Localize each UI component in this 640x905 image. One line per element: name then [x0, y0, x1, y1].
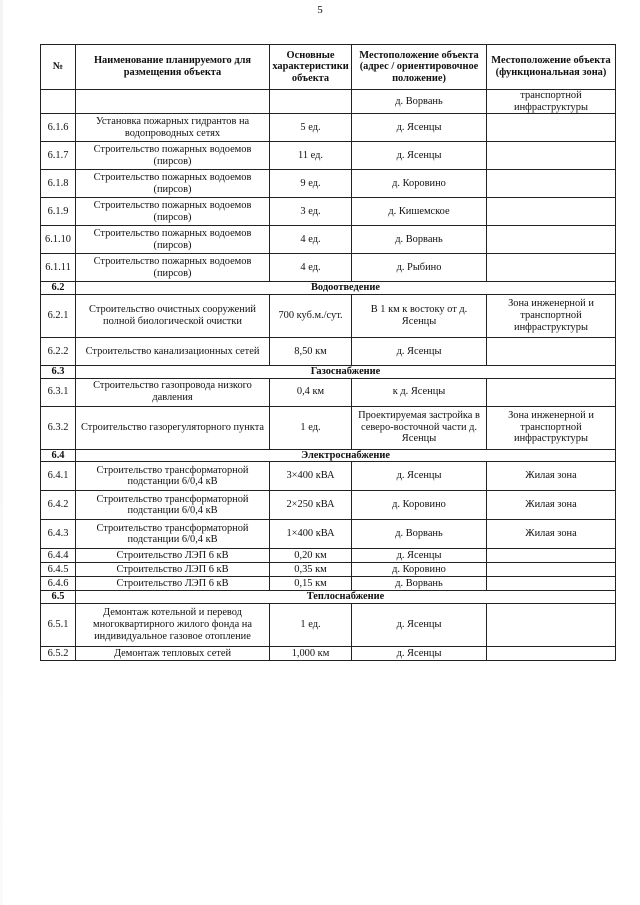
- table-row: [41, 491, 616, 520]
- table-row: [41, 254, 616, 282]
- row-characteristics: 1×400 кВА: [270, 520, 352, 549]
- section-title: Водоотведение: [76, 282, 616, 295]
- header-number: №: [41, 45, 76, 90]
- row-object-name: [76, 90, 270, 114]
- row-characteristics: 700 куб.м./сут.: [270, 294, 352, 337]
- section-title: Теплоснабжение: [76, 591, 616, 604]
- row-location-zone: [487, 170, 616, 198]
- row-characteristics: 3×400 кВА: [270, 462, 352, 491]
- row-location-address: д. Ясенцы: [352, 646, 487, 660]
- row-object-name: Установка пожарных гидрантов на водопроводных сетях: [76, 114, 270, 142]
- row-location-zone: [487, 563, 616, 577]
- section-number: 6.2: [41, 282, 76, 295]
- row-characteristics: 1 ед.: [270, 603, 352, 646]
- row-location-zone: Зона инженерной и транспортной инфраструктуры: [487, 294, 616, 337]
- row-location-zone: [487, 142, 616, 170]
- row-characteristics: 0,35 км: [270, 563, 352, 577]
- row-characteristics: 8,50 км: [270, 337, 352, 365]
- table-row: [41, 294, 616, 337]
- row-location-address: В 1 км к востоку от д. Ясенцы: [352, 294, 487, 337]
- row-object-name: Строительство газопровода низкого давления: [76, 378, 270, 406]
- row-location-zone: [487, 254, 616, 282]
- row-characteristics: 5 ед.: [270, 114, 352, 142]
- row-location-zone: Жилая зона: [487, 520, 616, 549]
- row-object-name: Строительство ЛЭП 6 кВ: [76, 577, 270, 591]
- row-location-address: д. Ворвань: [352, 90, 487, 114]
- row-number: 6.3.1: [41, 378, 76, 406]
- header-location-address: Местоположение объекта (адрес / ориентировочное положение): [352, 45, 487, 90]
- row-characteristics: 0,20 км: [270, 549, 352, 563]
- header-characteristics: Основные характеристики объекта: [270, 45, 352, 90]
- table-row: [41, 520, 616, 549]
- table-header-row: [41, 45, 616, 90]
- row-object-name: Строительство пожарных водоемов (пирсов): [76, 226, 270, 254]
- section-row: [41, 365, 616, 378]
- row-location-zone: [487, 198, 616, 226]
- table-row: [41, 462, 616, 491]
- section-row: [41, 591, 616, 604]
- section-number: 6.5: [41, 591, 76, 604]
- row-location-zone: [487, 226, 616, 254]
- row-object-name: Строительство трансформаторной подстанции 6/0,4 кВ: [76, 491, 270, 520]
- row-number: 6.4.1: [41, 462, 76, 491]
- row-characteristics: 0,15 км: [270, 577, 352, 591]
- row-object-name: Строительство пожарных водоемов (пирсов): [76, 198, 270, 226]
- table-row: [41, 226, 616, 254]
- row-number: 6.1.6: [41, 114, 76, 142]
- row-characteristics: 2×250 кВА: [270, 491, 352, 520]
- row-location-address: д. Ясенцы: [352, 462, 487, 491]
- row-location-zone: [487, 337, 616, 365]
- row-number: [41, 90, 76, 114]
- row-characteristics: 4 ед.: [270, 226, 352, 254]
- row-number: 6.5.2: [41, 646, 76, 660]
- row-object-name: Строительство пожарных водоемов (пирсов): [76, 170, 270, 198]
- row-characteristics: [270, 90, 352, 114]
- table-body: [41, 90, 616, 661]
- row-number: 6.5.1: [41, 603, 76, 646]
- scan-edge: [0, 0, 3, 905]
- row-location-zone: [487, 603, 616, 646]
- section-number: 6.4: [41, 449, 76, 462]
- row-location-address: к д. Ясенцы: [352, 378, 487, 406]
- row-location-address: д. Ясенцы: [352, 337, 487, 365]
- row-object-name: Демонтаж котельной и перевод многоквартирного жилого фонда на индивидуальное газовое отопление: [76, 603, 270, 646]
- row-number: 6.1.9: [41, 198, 76, 226]
- section-row: [41, 282, 616, 295]
- row-location-zone: [487, 378, 616, 406]
- section-title: Газоснабжение: [76, 365, 616, 378]
- row-number: 6.4.2: [41, 491, 76, 520]
- row-object-name: Демонтаж тепловых сетей: [76, 646, 270, 660]
- header-location-zone: Местоположение объекта (функциональная зона): [487, 45, 616, 90]
- row-object-name: Строительство пожарных водоемов (пирсов): [76, 254, 270, 282]
- row-number: 6.1.10: [41, 226, 76, 254]
- row-location-address: д. Ворвань: [352, 226, 487, 254]
- row-number: 6.1.8: [41, 170, 76, 198]
- table-row: [41, 198, 616, 226]
- row-location-address: д. Ворвань: [352, 520, 487, 549]
- row-object-name: Строительство трансформаторной подстанции 6/0,4 кВ: [76, 462, 270, 491]
- row-location-address: д. Ворвань: [352, 577, 487, 591]
- table-row: [41, 170, 616, 198]
- table-row: [41, 114, 616, 142]
- row-location-zone: Зона инженерной и транспортной инфраструктуры: [487, 406, 616, 449]
- row-location-address: д. Коровино: [352, 170, 487, 198]
- row-location-address: д. Коровино: [352, 563, 487, 577]
- row-characteristics: 11 ед.: [270, 142, 352, 170]
- row-location-address: д. Рыбино: [352, 254, 487, 282]
- table-row: [41, 577, 616, 591]
- row-number: 6.2.2: [41, 337, 76, 365]
- row-location-zone: [487, 549, 616, 563]
- row-characteristics: 1,000 км: [270, 646, 352, 660]
- row-location-zone: Жилая зона: [487, 491, 616, 520]
- row-location-address: д. Коровино: [352, 491, 487, 520]
- row-characteristics: 3 ед.: [270, 198, 352, 226]
- planned-objects-table: [40, 44, 616, 661]
- table-row: [41, 337, 616, 365]
- row-characteristics: 9 ед.: [270, 170, 352, 198]
- table-row: [41, 563, 616, 577]
- row-location-zone: транспортной инфраструктуры: [487, 90, 616, 114]
- row-number: 6.4.3: [41, 520, 76, 549]
- header-object-name: Наименование планируемого для размещения объекта: [76, 45, 270, 90]
- table-row: [41, 90, 616, 114]
- section-row: [41, 449, 616, 462]
- row-characteristics: 0,4 км: [270, 378, 352, 406]
- row-number: 6.4.6: [41, 577, 76, 591]
- row-location-address: д. Ясенцы: [352, 549, 487, 563]
- table-row: [41, 378, 616, 406]
- table-row: [41, 406, 616, 449]
- row-number: 6.2.1: [41, 294, 76, 337]
- table-row: [41, 549, 616, 563]
- row-location-address: д. Кишемское: [352, 198, 487, 226]
- row-location-zone: [487, 577, 616, 591]
- row-object-name: Строительство ЛЭП 6 кВ: [76, 563, 270, 577]
- row-number: 6.4.4: [41, 549, 76, 563]
- row-characteristics: 1 ед.: [270, 406, 352, 449]
- section-title: Электроснабжение: [76, 449, 616, 462]
- row-location-zone: [487, 114, 616, 142]
- table-row: [41, 603, 616, 646]
- row-number: 6.4.5: [41, 563, 76, 577]
- row-location-address: д. Ясенцы: [352, 114, 487, 142]
- row-object-name: Строительство очистных сооружений полной биологической очистки: [76, 294, 270, 337]
- page-number: 5: [317, 4, 323, 16]
- row-object-name: Строительство ЛЭП 6 кВ: [76, 549, 270, 563]
- row-number: 6.1.11: [41, 254, 76, 282]
- row-location-address: д. Ясенцы: [352, 142, 487, 170]
- row-object-name: Строительство трансформаторной подстанции 6/0,4 кВ: [76, 520, 270, 549]
- table-row: [41, 142, 616, 170]
- section-number: 6.3: [41, 365, 76, 378]
- row-object-name: Строительство канализационных сетей: [76, 337, 270, 365]
- row-location-zone: Жилая зона: [487, 462, 616, 491]
- row-object-name: Строительство газорегуляторного пункта: [76, 406, 270, 449]
- table-row: [41, 646, 616, 660]
- row-characteristics: 4 ед.: [270, 254, 352, 282]
- row-number: 6.3.2: [41, 406, 76, 449]
- row-location-zone: [487, 646, 616, 660]
- row-object-name: Строительство пожарных водоемов (пирсов): [76, 142, 270, 170]
- row-number: 6.1.7: [41, 142, 76, 170]
- row-location-address: д. Ясенцы: [352, 603, 487, 646]
- row-location-address: Проектируемая застройка в северо-восточной части д. Ясенцы: [352, 406, 487, 449]
